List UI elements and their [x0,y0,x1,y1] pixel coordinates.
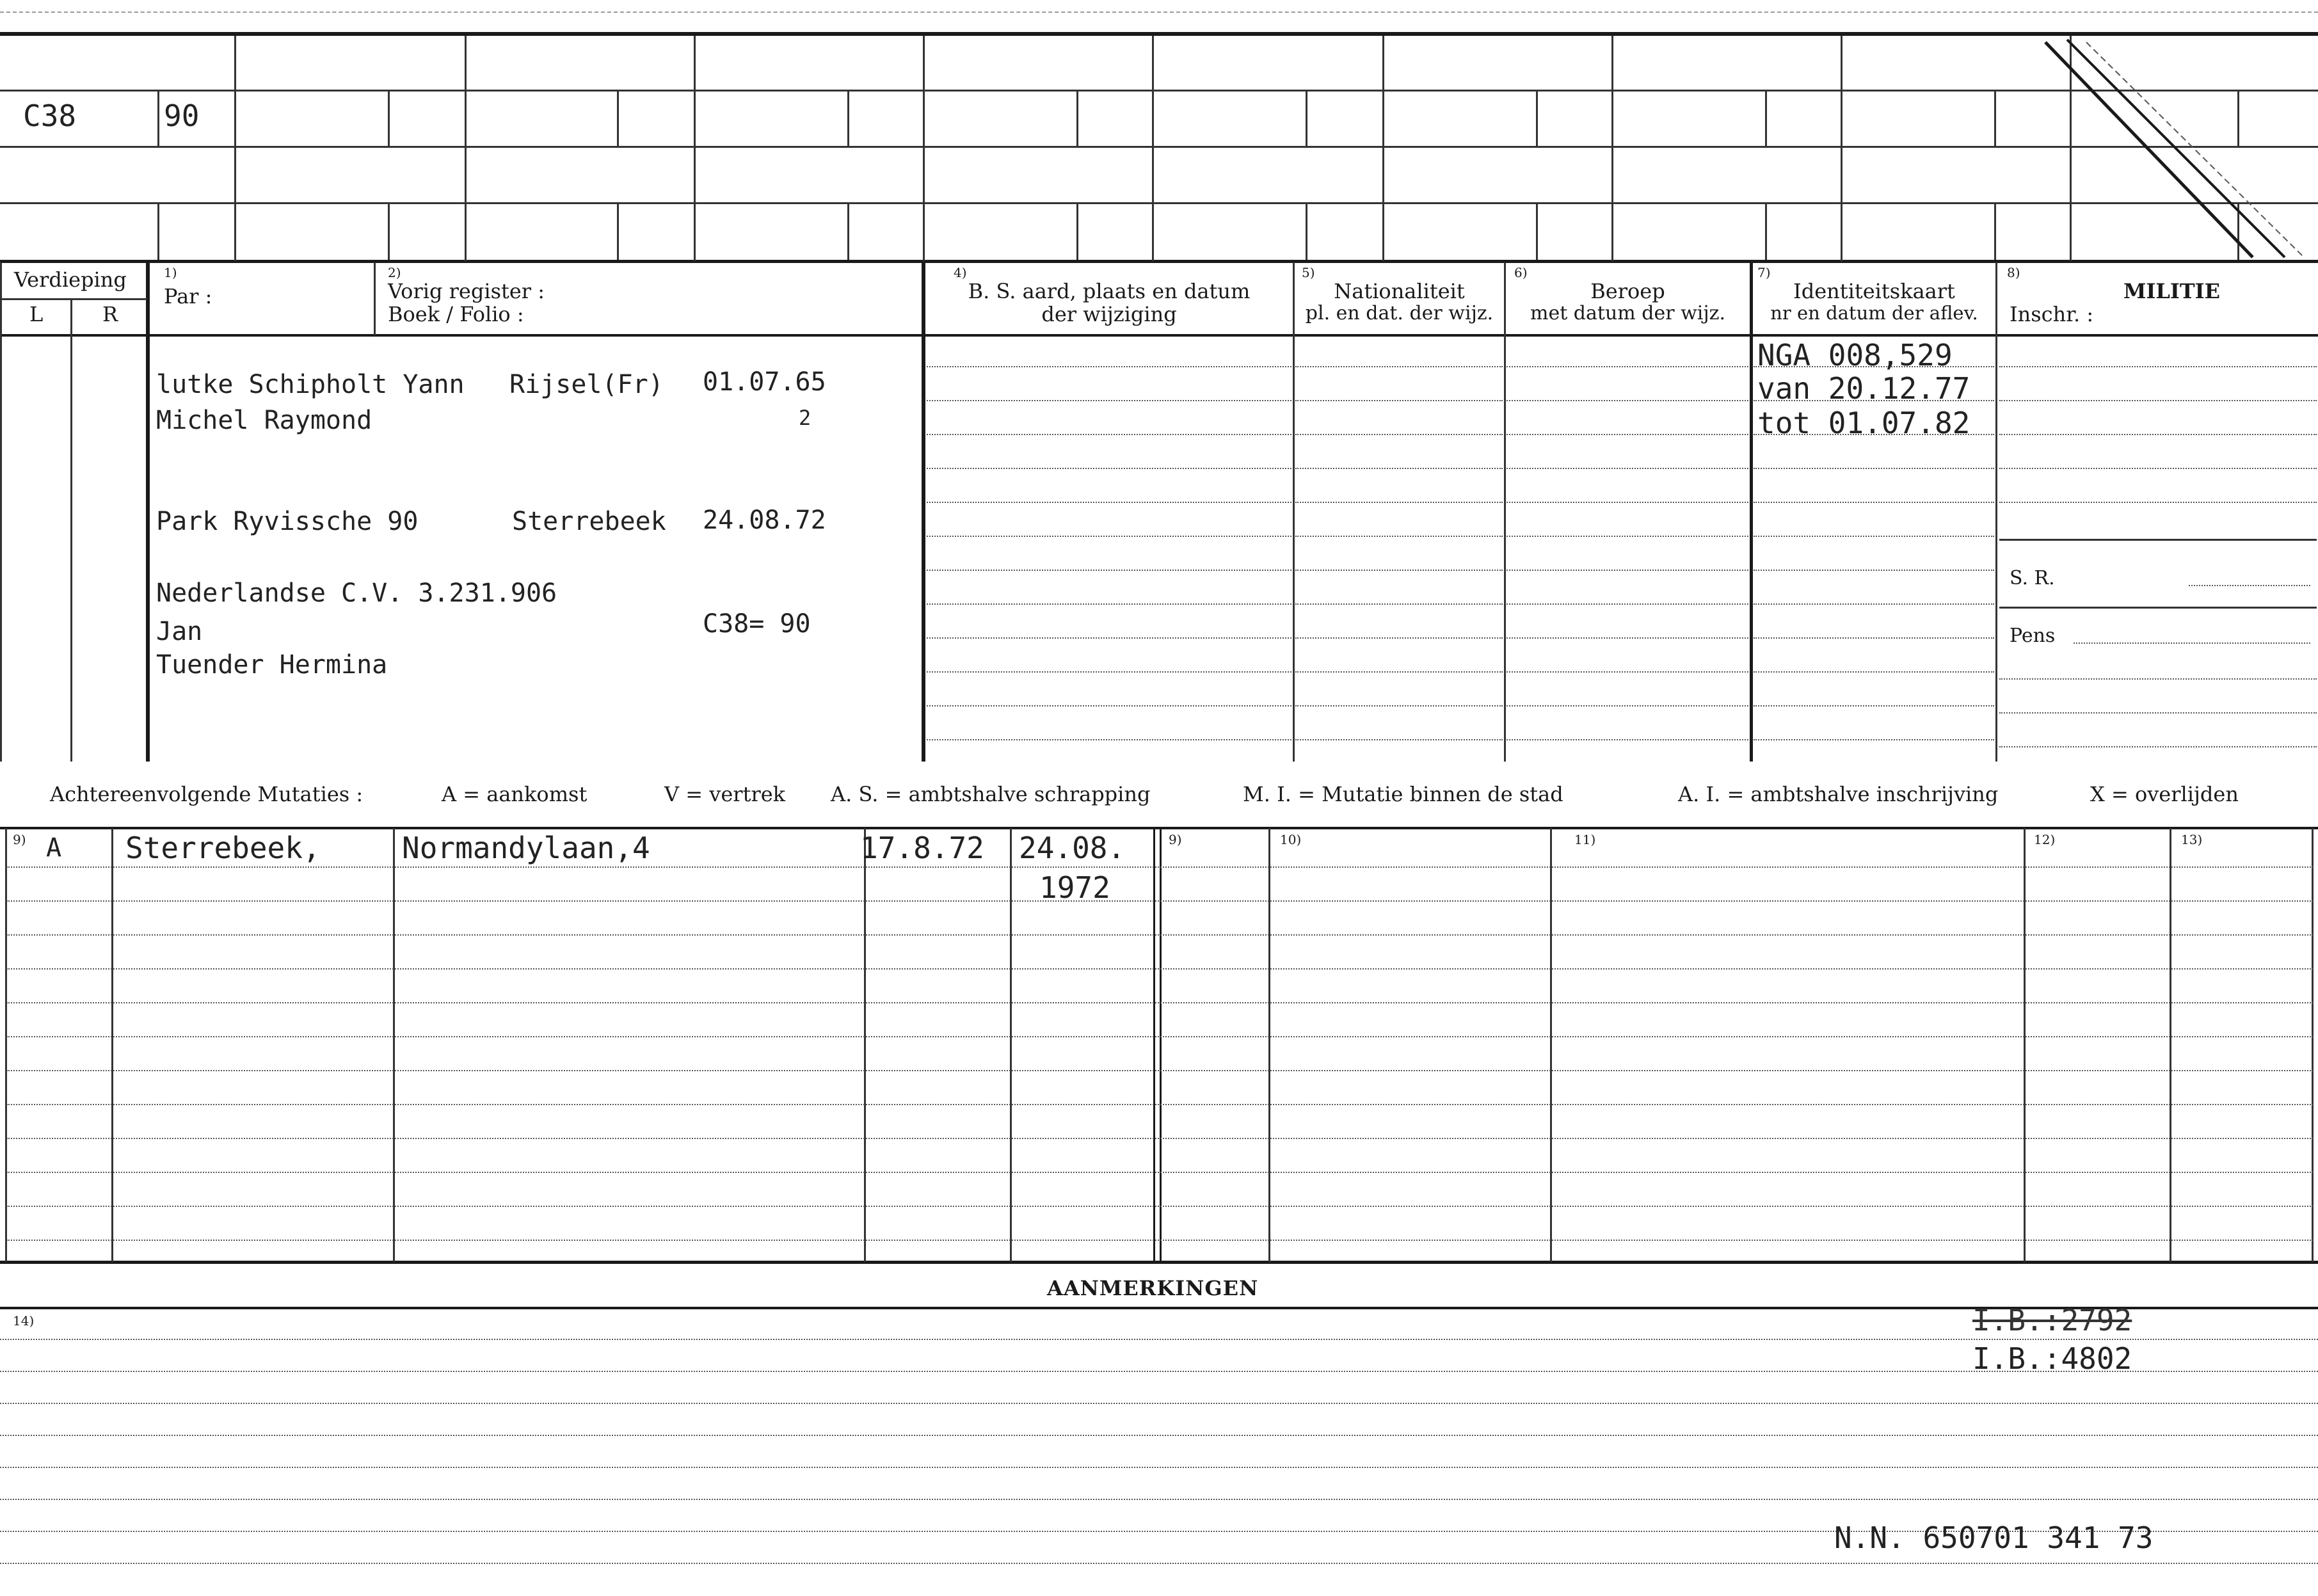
militia-sr-dots [2189,585,2310,586]
top-grid-vline [694,36,696,261]
top-grid-subline [847,203,849,260]
beroep-ruled-line [1507,570,1748,571]
beroep-ruled-line [1507,400,1748,401]
mut-header-9a: 9) [13,832,26,847]
bs-ruled-line [927,603,1291,605]
person-ref: C38= 90 [703,609,811,639]
bs-ruled-line [927,468,1291,469]
bs-ruled-line [927,502,1291,503]
remarks-top-line [0,1307,2318,1309]
nat-ruled-line [1295,502,1503,503]
person-birthdate: 01.07.65 [703,367,826,397]
remarks-nn: N.N. 650701 341 73 [1834,1520,2154,1555]
col8-sub: Inschr. : [2010,302,2094,326]
top-grid-subline [157,91,159,147]
mutation-ruled-line [6,900,2313,902]
top-scan-noise [0,12,2318,13]
col5-num: 5) [1302,265,1315,280]
top-grid-hline [0,202,2318,204]
beroep-ruled-line [1507,366,1748,367]
col4-num: 4) [954,265,967,280]
col-sep-beroep [1504,262,1506,762]
top-grid-vline [1841,36,1842,261]
col5-line2: pl. en dat. der wijz. [1305,302,1494,324]
col2-line2: Boek / Folio : [388,302,524,326]
top-right-strike [2042,36,2318,261]
id-card-number: NGA 008,529 [1757,338,1953,372]
remark-ruled-line [0,1339,2318,1340]
header-divider [0,334,2318,337]
mut-vline [1153,828,1155,1262]
top-grid-bottom [0,260,2318,263]
col-sep-par [146,262,150,762]
col1-label: Par : [164,284,212,308]
person-nationality: Nederlandse C.V. 3.231.906 [156,579,557,608]
mutation-ruled-line [6,934,2313,936]
mut-vline [1010,828,1012,1262]
top-grid-vline [234,36,236,261]
col-sep-militie [1995,262,1997,762]
mut-row1-date1: 17.8.72 [860,831,984,865]
legend-v: V = vertrek [664,782,786,806]
nat-ruled-line [1295,705,1503,706]
person-name: lutke Schipholt Yann [156,370,465,399]
id-ruled-line [1754,671,1994,673]
col7-line1: Identiteitskaart [1793,279,1955,303]
militia-pens-label: Pens [2010,625,2056,647]
top-grid-vline [1611,36,1613,261]
remark-ruled-line [0,1403,2318,1404]
bs-ruled-line [927,671,1291,673]
col-sep-vorig [374,262,376,335]
mut-vline [864,828,866,1262]
top-grid-subline [1076,91,1078,147]
id-card-from: van 20.12.77 [1757,371,1970,406]
top-grid-subline [1306,91,1307,147]
remarks-title: AANMERKINGEN [1047,1276,1259,1300]
person-mother: Tuender Hermina [156,650,388,680]
militia-ruled-line [1999,400,2317,401]
top-grid-subline [1306,203,1307,260]
mutation-ruled-line [6,1070,2313,1071]
top-ref-code: C38 [23,99,77,133]
person-town: Sterrebeek [512,507,666,536]
col2-num: 2) [388,265,401,280]
person-father: Jan [156,617,203,646]
bs-ruled-line [927,570,1291,571]
mut-header-11: 11) [1574,832,1596,847]
bs-ruled-line [927,366,1291,367]
beroep-ruled-line [1507,739,1748,740]
mut-vline [2312,828,2314,1262]
legend-a: A = aankomst [442,782,587,806]
person-address-date: 24.08.72 [703,506,826,535]
beroep-ruled-line [1507,705,1748,706]
col4-line2: der wijziging [1041,302,1177,326]
person-birthplace: Rijsel(Fr) [509,370,664,399]
col-sep-nat [1293,262,1295,762]
mut-row1-date2a: 24.08. [1019,831,1126,865]
militia-ruled-line [1999,468,2317,469]
floor-title: Verdieping [14,267,127,292]
militia-line [1999,539,2317,541]
nat-ruled-line [1295,637,1503,639]
top-grid-subline [388,91,390,147]
legend-title: Achtereenvolgende Mutaties : [50,782,364,806]
top-grid-vline [1382,36,1384,261]
militia-ruled-line [1999,434,2317,435]
top-grid-hline [0,90,2318,92]
id-ruled-line [1754,705,1994,706]
bs-ruled-line [927,705,1291,706]
militia-pens-dots [2074,642,2310,644]
top-grid-hline [0,146,2318,148]
top-grid-subline [1765,91,1767,147]
mutation-ruled-line [6,1036,2313,1037]
beroep-ruled-line [1507,637,1748,639]
remark-ruled-line [0,1467,2318,1468]
beroep-ruled-line [1507,536,1748,537]
beroep-ruled-line [1507,502,1748,503]
mut-vline [5,828,7,1262]
mutation-ruled-line [6,1172,2313,1173]
top-grid-subline [1765,203,1767,260]
legend-x: X = overlijden [2090,782,2239,806]
nat-ruled-line [1295,671,1503,673]
nat-ruled-line [1295,434,1503,435]
id-ruled-line [1754,570,1994,571]
col-sep-lr [70,298,72,762]
beroep-ruled-line [1507,468,1748,469]
mut-row1-street: Normandylaan,4 [402,831,650,865]
col8-title: MILITIE [2123,279,2221,303]
id-ruled-line [1754,637,1994,639]
nat-ruled-line [1295,570,1503,571]
mut-vline [1160,828,1162,1262]
remark-ruled-line [0,1499,2318,1500]
top-grid-subline [388,203,390,260]
top-grid-vline [923,36,925,261]
militia-ruled-line [1999,366,2317,367]
bs-ruled-line [927,434,1291,435]
mutations-top [0,827,2318,829]
col6-line2: met datum der wijz. [1530,302,1725,324]
top-grid-subline [1076,203,1078,260]
id-card-to: tot 01.07.82 [1757,406,1970,440]
top-grid-subline [617,91,619,147]
col7-num: 7) [1757,265,1771,280]
remark-ruled-line [0,1563,2318,1564]
top-grid-subline [1536,203,1538,260]
militia-ruled-line [1999,502,2317,503]
col8-num: 8) [2007,265,2020,280]
bs-ruled-line [927,400,1291,401]
top-grid-subline [1994,203,1996,260]
floor-left: L [29,302,44,326]
mut-vline [1268,828,1270,1262]
remark-ruled-line [0,1371,2318,1372]
mut-row1-date2b: 1972 [1039,870,1110,905]
militia-ruled-line [1999,746,2317,747]
person-first-names: Michel Raymond [156,406,372,435]
bs-ruled-line [927,536,1291,537]
bs-ruled-line [927,739,1291,740]
top-grid-subline [1994,91,1996,147]
col4-line1: B. S. aard, plaats en datum [968,279,1251,303]
id-ruled-line [1754,739,1994,740]
mutations-bottom [0,1261,2318,1264]
col-sep-floor [0,262,2,762]
bs-ruled-line [927,637,1291,639]
mut-header-9b: 9) [1169,832,1182,847]
top-grid-subline [617,203,619,260]
militia-sr-label: S. R. [2010,567,2055,589]
mut-vline [111,828,113,1262]
legend-as: A. S. = ambtshalve schrapping [831,782,1151,806]
col-sep-id [1750,262,1753,762]
remarks-num: 14) [13,1313,35,1329]
remark-ruled-line [0,1435,2318,1436]
floor-hline [0,298,147,300]
militia-line [1999,607,2317,609]
mut-header-12: 12) [2034,832,2056,847]
floor-right: R [102,302,118,326]
legend-ai: A. I. = ambtshalve inschrijving [1678,782,1999,806]
nat-ruled-line [1295,366,1503,367]
col6-num: 6) [1514,265,1528,280]
remarks-ib-new: I.B.:4802 [1972,1341,2132,1376]
mut-row1-town: Sterrebeek, [125,831,321,865]
mut-vline [393,828,395,1262]
militia-ruled-line [1999,712,2317,714]
top-border [0,32,2318,36]
mut-vline [2024,828,2026,1262]
nat-ruled-line [1295,400,1503,401]
mutation-ruled-line [6,866,2313,868]
col7-line2: nr en datum der aflev. [1770,302,1978,324]
mut-vline [1550,828,1552,1262]
top-grid-vline [465,36,467,261]
mut-header-13: 13) [2181,832,2203,847]
id-ruled-line [1754,536,1994,537]
mut-header-10: 10) [1280,832,1302,847]
person-mark: 2 [799,406,811,430]
mut-row1-type: A [46,833,62,863]
militia-ruled-line [1999,678,2317,680]
mutation-ruled-line [6,968,2313,970]
col1-num: 1) [164,265,177,280]
col5-line1: Nationaliteit [1334,279,1465,303]
id-ruled-line [1754,603,1994,605]
nat-ruled-line [1295,739,1503,740]
col2-line1: Vorig register : [388,279,545,303]
nat-ruled-line [1295,603,1503,605]
beroep-ruled-line [1507,603,1748,605]
top-grid-subline [847,91,849,147]
nat-ruled-line [1295,468,1503,469]
remarks-ib-old: I.B.:2792 [1972,1303,2132,1337]
mutation-ruled-line [6,1240,2313,1241]
nat-ruled-line [1295,536,1503,537]
mutation-ruled-line [6,1138,2313,1139]
mutation-ruled-line [6,1002,2313,1003]
beroep-ruled-line [1507,671,1748,673]
beroep-ruled-line [1507,434,1748,435]
top-grid-subline [1536,91,1538,147]
person-address: Park Ryvissche 90 [156,507,419,536]
legend-mi: M. I. = Mutatie binnen de stad [1243,782,1563,806]
id-ruled-line [1754,468,1994,469]
top-grid-vline [1152,36,1154,261]
mutation-ruled-line [6,1104,2313,1105]
col-sep-bs [922,262,925,762]
mut-vline [2170,828,2171,1262]
id-ruled-line [1754,502,1994,503]
top-grid-subline [157,203,159,260]
mutation-ruled-line [6,1206,2313,1207]
top-ref-number: 90 [164,99,200,133]
col6-line1: Beroep [1590,279,1665,303]
